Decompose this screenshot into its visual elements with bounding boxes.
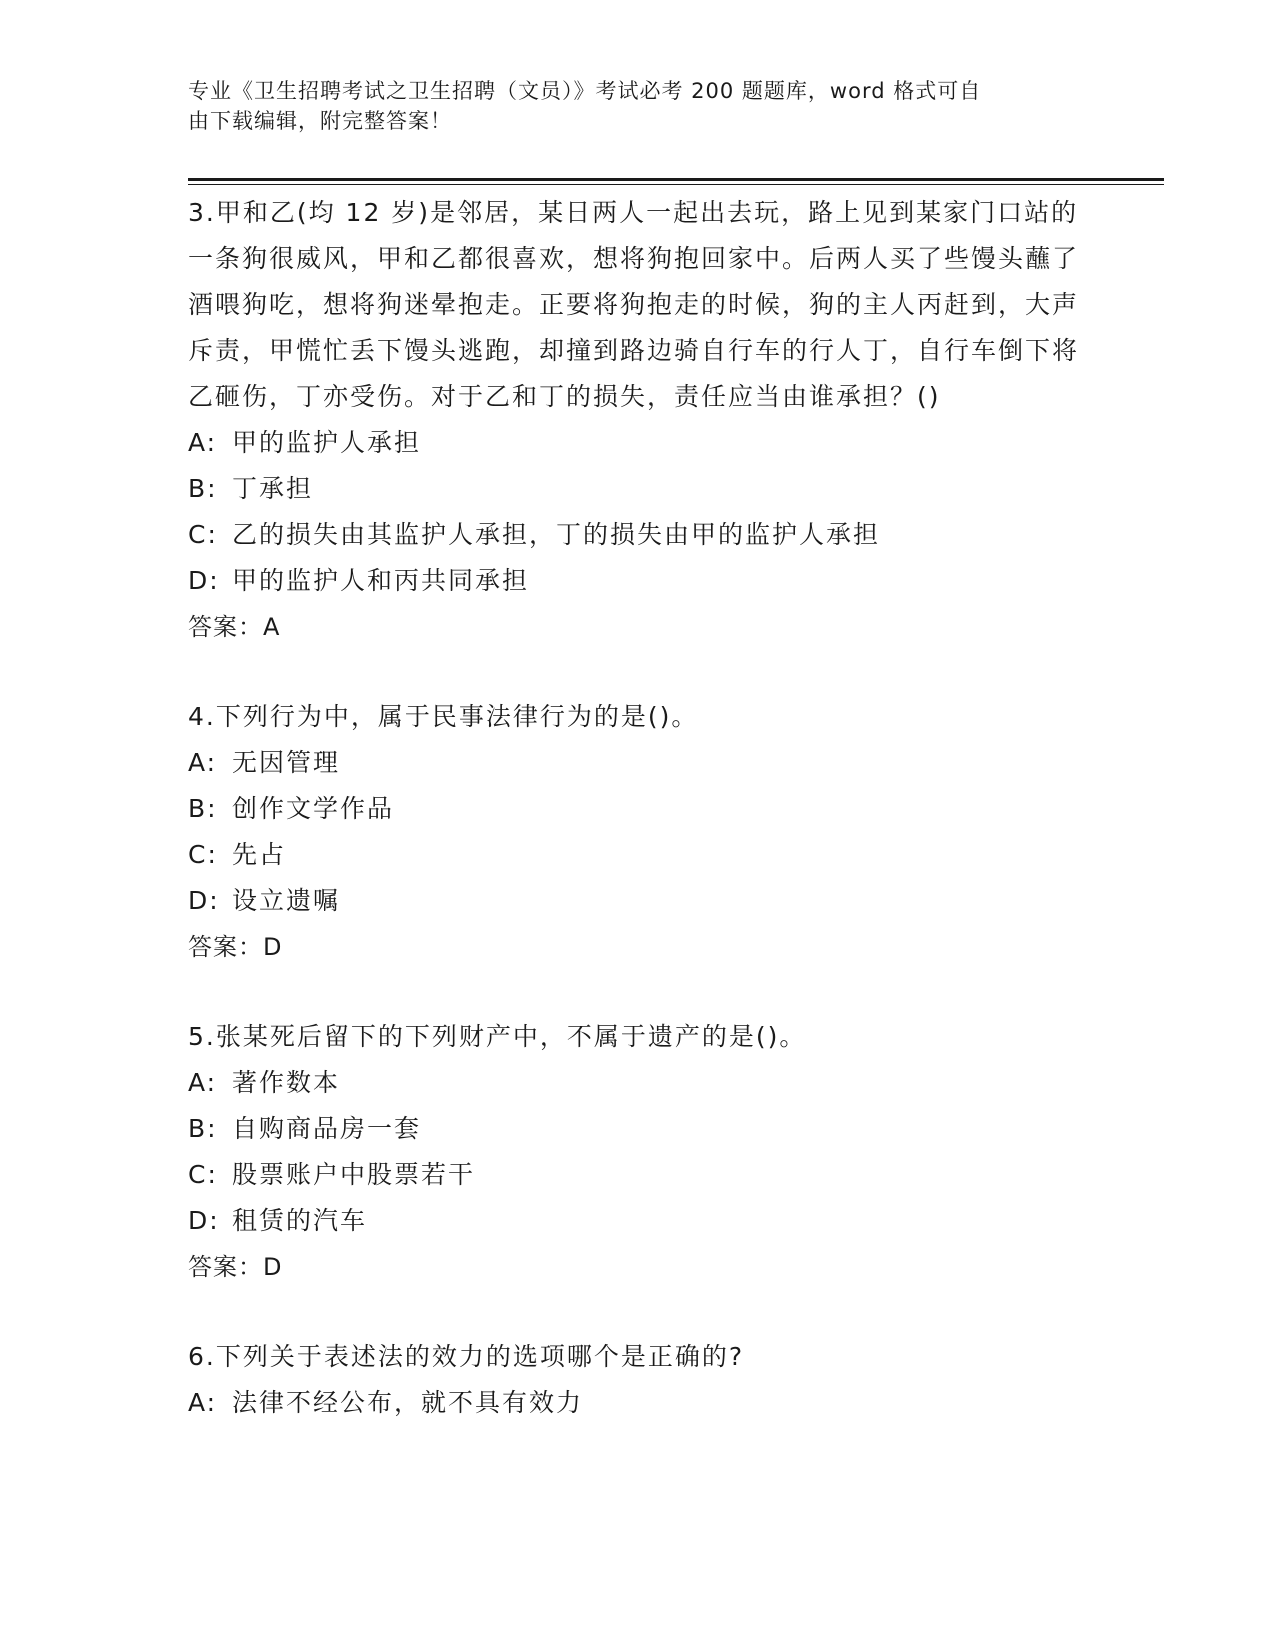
option-d — [188, 1198, 1088, 1244]
question-stem: 4.下列行为中，属于民事法律行为的是()。 — [188, 702, 699, 731]
option-text: 无因管理 — [232, 748, 341, 777]
question-3 — [188, 190, 1088, 650]
option-text: 先占 — [232, 840, 287, 869]
option-b — [188, 466, 1088, 512]
header-line-2: 由下载编辑，附完整答案！ — [188, 109, 452, 133]
option-d — [188, 558, 1088, 604]
option-b — [188, 1106, 1088, 1152]
option-a — [188, 420, 1088, 466]
spacer — [188, 1290, 1088, 1334]
option-letter: A: — [188, 1068, 218, 1097]
option-c — [188, 512, 1088, 558]
header-divider-thin — [188, 184, 1164, 185]
option-text: 设立遗嘱 — [232, 886, 341, 915]
header-line-1: 专业《卫生招聘考试之卫生招聘（文员）》考试必考 200 题题库，word 格式可自 — [188, 79, 982, 103]
option-letter: B: — [188, 1114, 218, 1143]
option-text: 乙的损失由其监护人承担，丁的损失由甲的监护人承担 — [232, 520, 881, 549]
option-d — [188, 878, 1088, 924]
answer-line: 答案：D — [188, 933, 283, 961]
header-divider-thick — [188, 178, 1164, 181]
option-letter: A: — [188, 1388, 218, 1417]
option-letter: C: — [188, 520, 218, 549]
option-text: 创作文学作品 — [232, 794, 395, 823]
option-letter: D: — [188, 1206, 220, 1235]
spacer — [188, 970, 1088, 1014]
document-header — [188, 76, 1068, 136]
option-letter: D: — [188, 566, 220, 595]
option-letter: A: — [188, 748, 218, 777]
option-letter: A: — [188, 428, 218, 457]
spacer — [188, 650, 1088, 694]
question-list — [188, 190, 1088, 1426]
question-4 — [188, 694, 1088, 970]
option-text: 丁承担 — [232, 474, 314, 503]
answer-line: 答案：A — [188, 613, 281, 641]
question-stem: 3.甲和乙(均 12 岁)是邻居，某日两人一起出去玩，路上见到某家门口站的一条狗很威风，甲和乙都很喜欢，想将狗抱回家中。后两人买了些馒头蘸了酒喂狗吃，想将狗迷晕抱走。正要将狗抱走的时候，狗的主人丙赶到，大声斥责，甲慌忙丢下馒头逃跑，却撞到路边骑自行车的行人丁，自行车倒下将乙砸伤，丁亦受伤。对于乙和丁的损失，责任应当由谁承担？() — [188, 198, 1080, 411]
option-c — [188, 1152, 1088, 1198]
question-stem: 6.下列关于表述法的效力的选项哪个是正确的? — [188, 1342, 745, 1371]
question-5 — [188, 1014, 1088, 1290]
option-text: 股票账户中股票若干 — [232, 1160, 476, 1189]
option-b — [188, 786, 1088, 832]
option-text: 甲的监护人承担 — [232, 428, 422, 457]
option-letter: D: — [188, 886, 220, 915]
option-c — [188, 832, 1088, 878]
question-6 — [188, 1334, 1088, 1426]
option-a — [188, 1060, 1088, 1106]
option-text: 租赁的汽车 — [232, 1206, 368, 1235]
option-letter: C: — [188, 840, 218, 869]
option-text: 著作数本 — [232, 1068, 341, 1097]
option-letter: B: — [188, 474, 218, 503]
option-a — [188, 740, 1088, 786]
option-text: 法律不经公布，就不具有效力 — [232, 1388, 584, 1417]
answer-line: 答案：D — [188, 1253, 283, 1281]
option-text: 自购商品房一套 — [232, 1114, 422, 1143]
question-stem: 5.张某死后留下的下列财产中，不属于遗产的是()。 — [188, 1022, 807, 1051]
option-letter: B: — [188, 794, 218, 823]
option-text: 甲的监护人和丙共同承担 — [232, 566, 530, 595]
option-letter: C: — [188, 1160, 218, 1189]
option-a — [188, 1380, 1088, 1426]
